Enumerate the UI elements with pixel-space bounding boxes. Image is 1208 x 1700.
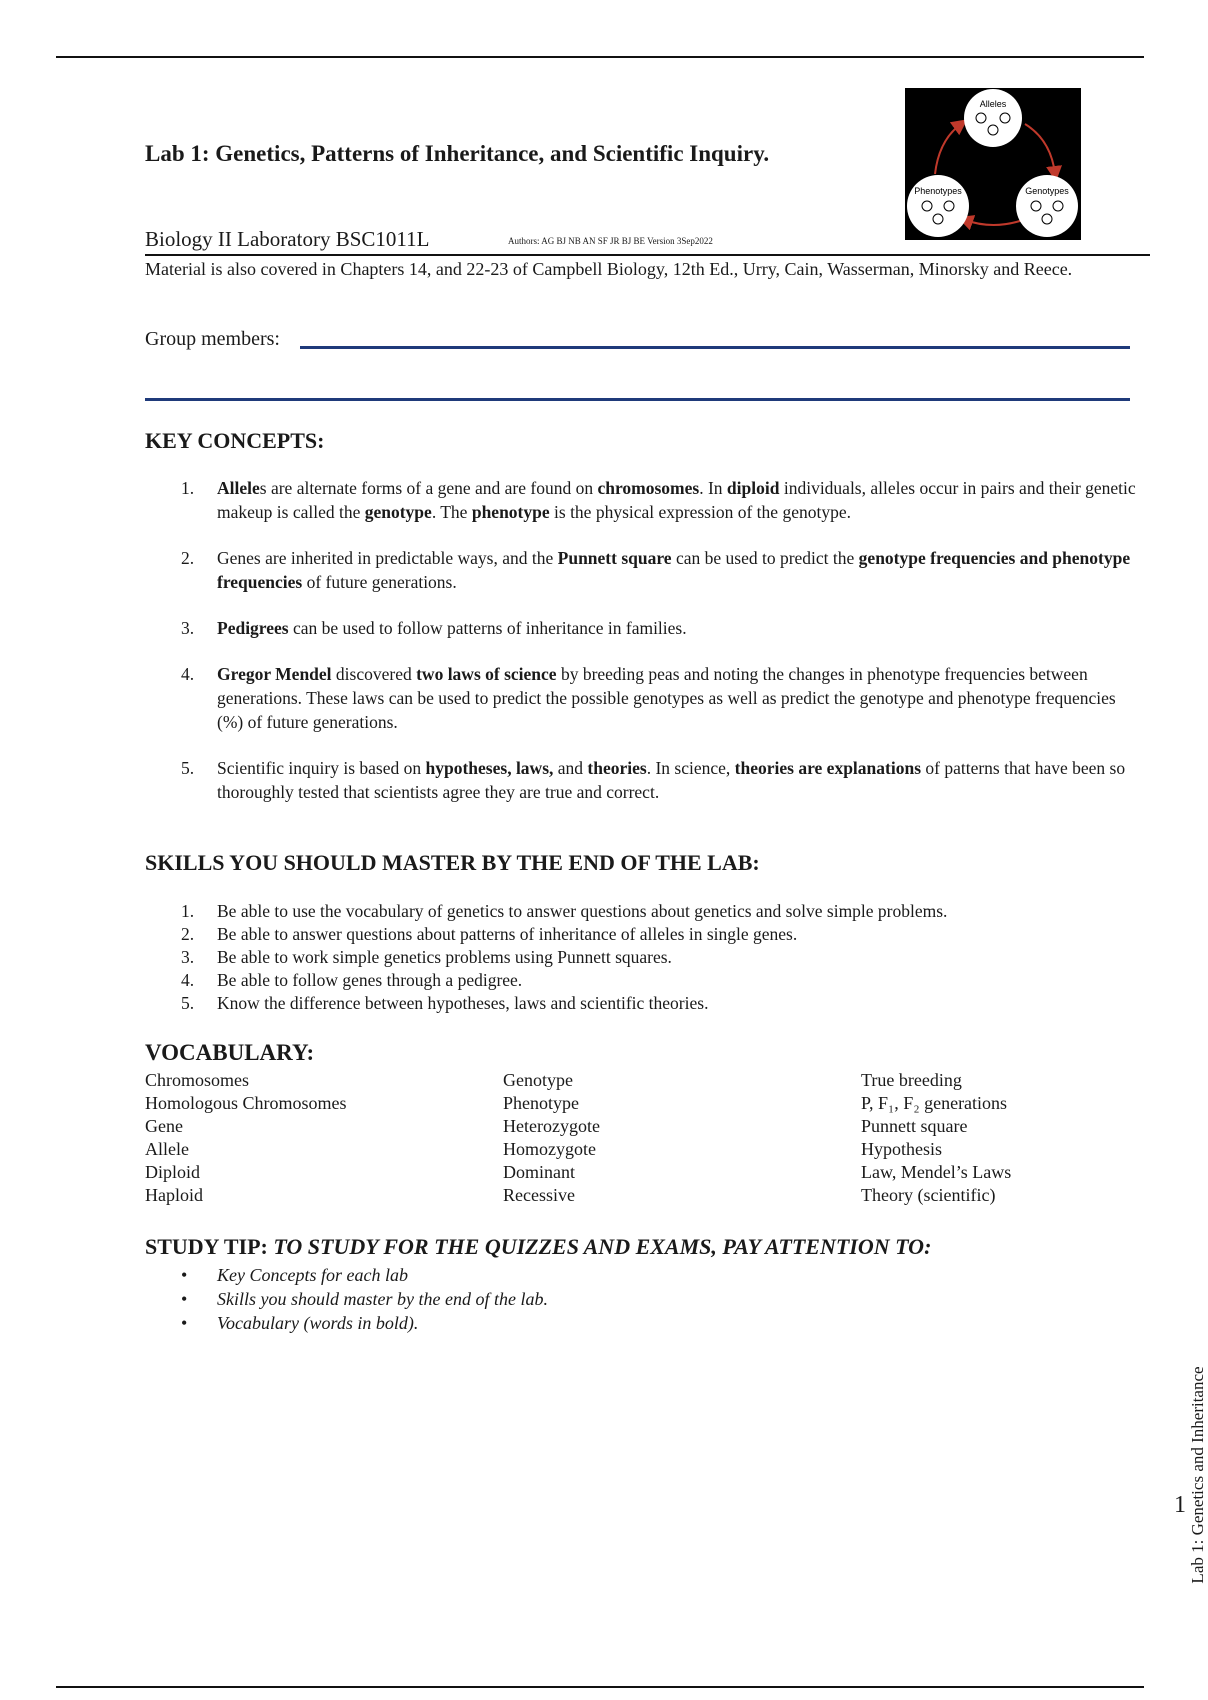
study-tip-item <box>145 1311 548 1335</box>
key-concept-item <box>145 616 1140 640</box>
key-term: hypotheses, laws, <box>425 758 554 778</box>
vocabulary-term: True breeding <box>861 1070 962 1090</box>
group-members-input-line-2[interactable] <box>145 398 1130 401</box>
skill-number: 3. <box>181 947 195 967</box>
key-concept-number: 5. <box>181 758 195 778</box>
running-footer-side-text: Lab 1: Genetics and Inheritance <box>1188 1366 1207 1584</box>
key-concept-item <box>145 476 1140 524</box>
material-note: Material is also covered in Chapters 14, and 22-23 of Campbell Biology, 12th Ed., Urry, Cain, Wasserman, Minorsky and Reece. <box>145 259 1073 279</box>
key-term: Pedigrees <box>217 618 289 638</box>
bullet-icon: • <box>181 1313 188 1333</box>
skill-number: 2. <box>181 924 195 944</box>
vocabulary-term: Hypothesis <box>861 1139 942 1159</box>
key-concept-number: 3. <box>181 618 195 638</box>
genotypes-circle <box>1016 175 1078 237</box>
key-term: Allele <box>217 478 260 498</box>
skills-heading: SKILLS YOU SHOULD MASTER BY THE END OF THE LAB: <box>145 850 760 875</box>
header-rule <box>145 254 1150 256</box>
skill-item <box>145 900 1140 923</box>
vocabulary-term: Dominant <box>503 1162 575 1182</box>
key-term: two laws of science <box>416 664 557 684</box>
genetics-cycle-logo <box>905 88 1081 240</box>
key-concept-item <box>145 546 1140 594</box>
group-members-input-line-1[interactable] <box>300 346 1130 349</box>
vocabulary-term: Phenotype <box>503 1093 579 1113</box>
key-concept-item <box>145 662 1140 734</box>
genotypes-label: Genotypes <box>1025 186 1069 196</box>
vocabulary-term: Diploid <box>145 1162 201 1182</box>
skill-number: 1. <box>181 901 195 921</box>
key-concept-text: Scientific inquiry is based on <box>217 758 426 778</box>
vocabulary-term: Gene <box>145 1116 183 1136</box>
phenotypes-label: Phenotypes <box>914 186 962 196</box>
bullet-icon: • <box>181 1265 188 1285</box>
skill-item <box>145 923 1140 946</box>
key-concept-text: . In science, <box>646 758 735 778</box>
key-term: chromosomes <box>597 478 700 498</box>
key-concept-text: by breeding peas and noting the changes in phenotype frequencies between generations. These laws can be used to predict the possible genotypes as well as predict the genotype and phenotype frequencies (%) of future generations. <box>217 664 1116 732</box>
key-term: phenotype <box>471 502 550 522</box>
page-number: 1 <box>1174 1492 1186 1518</box>
vocabulary-term: Recessive <box>503 1185 575 1205</box>
vocabulary-term: Homozygote <box>503 1139 596 1159</box>
vocabulary-term: Chromosomes <box>145 1070 250 1090</box>
key-concept-text: can be used to follow patterns of inheritance in families. <box>288 618 687 638</box>
skill-item <box>145 969 1140 992</box>
vocabulary-term: Punnett square <box>861 1116 968 1136</box>
vocabulary-term: Law, Mendel’s Laws <box>861 1162 1012 1182</box>
skills-list <box>145 900 1140 1015</box>
key-concept-number: 4. <box>181 664 195 684</box>
key-term: Punnett square <box>557 548 672 568</box>
vocabulary-term: P, F₁, F₂ generations <box>861 1093 1008 1113</box>
study-tip-heading <box>145 1234 931 1260</box>
skill-text: Know the difference between hypotheses, laws and scientific theories. <box>217 993 709 1013</box>
arrow-genotypes-to-phenotypes <box>965 220 1023 225</box>
key-concept-number: 1. <box>181 478 195 498</box>
vocabulary-column-3 <box>861 1069 1011 1207</box>
arrow-phenotypes-to-alleles <box>935 124 961 174</box>
vocabulary-term: Genotype <box>503 1070 573 1090</box>
study-tip-list <box>145 1263 548 1335</box>
key-term: genotype <box>364 502 432 522</box>
study-tip-item-text: Key Concepts for each lab <box>217 1265 408 1285</box>
skill-text: Be able to answer questions about patterns of inheritance of alleles in single genes. <box>217 924 798 944</box>
alleles-label: Alleles <box>979 99 1007 109</box>
vocabulary-column-1 <box>145 1069 347 1207</box>
key-concept-text: Genes are inherited in predictable ways, and the <box>217 548 558 568</box>
arrow-alleles-to-genotypes <box>1025 124 1055 174</box>
key-term: diploid <box>726 478 780 498</box>
skill-number: 5. <box>181 993 195 1013</box>
course-subtitle: Biology II Laboratory BSC1011L <box>145 227 430 251</box>
key-concept-text: discovered <box>331 664 417 684</box>
key-term: genotype frequencies and phenotype frequencies <box>217 548 1131 592</box>
key-concept-number: 2. <box>181 548 195 568</box>
skill-text: Be able to work simple genetics problems using Punnett squares. <box>217 947 672 967</box>
study-tip-label: STUDY TIP: <box>145 1234 268 1259</box>
key-concept-text: and <box>553 758 588 778</box>
vocabulary-term: Heterozygote <box>503 1116 600 1136</box>
key-term: Gregor Mendel <box>217 664 332 684</box>
study-tip-item <box>145 1287 548 1311</box>
study-tip-item <box>145 1263 548 1287</box>
vocabulary-heading: VOCABULARY: <box>145 1040 315 1065</box>
key-concept-text: . The <box>431 502 472 522</box>
vocabulary-column-2 <box>503 1069 600 1207</box>
key-concept-item <box>145 756 1140 804</box>
vocabulary-term: Allele <box>145 1139 189 1159</box>
skill-item <box>145 946 1140 969</box>
alleles-circle <box>964 89 1022 147</box>
authors-line: Authors: AG BJ NB AN SF JR BJ BE Version 3Sep2022 <box>508 236 713 246</box>
key-concept-text: s are alternate forms of a gene and are found on <box>259 478 598 498</box>
key-concept-text: of patterns that have been so thoroughly tested that scientists agree they are true and correct. <box>217 758 1126 802</box>
vocabulary-term: Theory (scientific) <box>861 1185 996 1205</box>
skill-number: 4. <box>181 970 195 990</box>
key-concept-text: . In <box>699 478 727 498</box>
key-concept-text: can be used to predict the <box>671 548 859 568</box>
key-concept-text: is the physical expression of the genotype. <box>549 502 851 522</box>
key-concepts-heading: KEY CONCEPTS: <box>145 428 325 453</box>
genetics-cycle-diagram <box>905 88 1081 240</box>
study-tip-text: TO STUDY FOR THE QUIZZES AND EXAMS, PAY ATTENTION TO: <box>273 1234 932 1259</box>
key-term: theories are explanations <box>734 758 922 778</box>
skill-text: Be able to use the vocabulary of genetics to answer questions about genetics and solve simple problems. <box>217 901 948 921</box>
key-concepts-list <box>145 476 1140 826</box>
group-members-label: Group members: <box>145 328 280 350</box>
phenotypes-circle <box>907 175 969 237</box>
key-concept-text: individuals, alleles occur in pairs and their genetic makeup is called the <box>217 478 1136 522</box>
top-rule <box>56 56 1144 58</box>
skill-item <box>145 992 1140 1015</box>
vocabulary-term: Homologous Chromosomes <box>145 1093 347 1113</box>
key-concept-text: of future generations. <box>302 572 457 592</box>
skill-text: Be able to follow genes through a pedigree. <box>217 970 523 990</box>
page-title: Lab 1: Genetics, Patterns of Inheritance, and Scientific Inquiry. <box>145 141 770 166</box>
study-tip-item-text: Skills you should master by the end of the lab. <box>217 1289 548 1309</box>
bullet-icon: • <box>181 1289 188 1309</box>
study-tip-item-text: Vocabulary (words in bold). <box>217 1313 419 1333</box>
vocabulary-term: Haploid <box>145 1185 203 1205</box>
key-term: theories <box>587 758 647 778</box>
bottom-rule <box>56 1686 1144 1688</box>
